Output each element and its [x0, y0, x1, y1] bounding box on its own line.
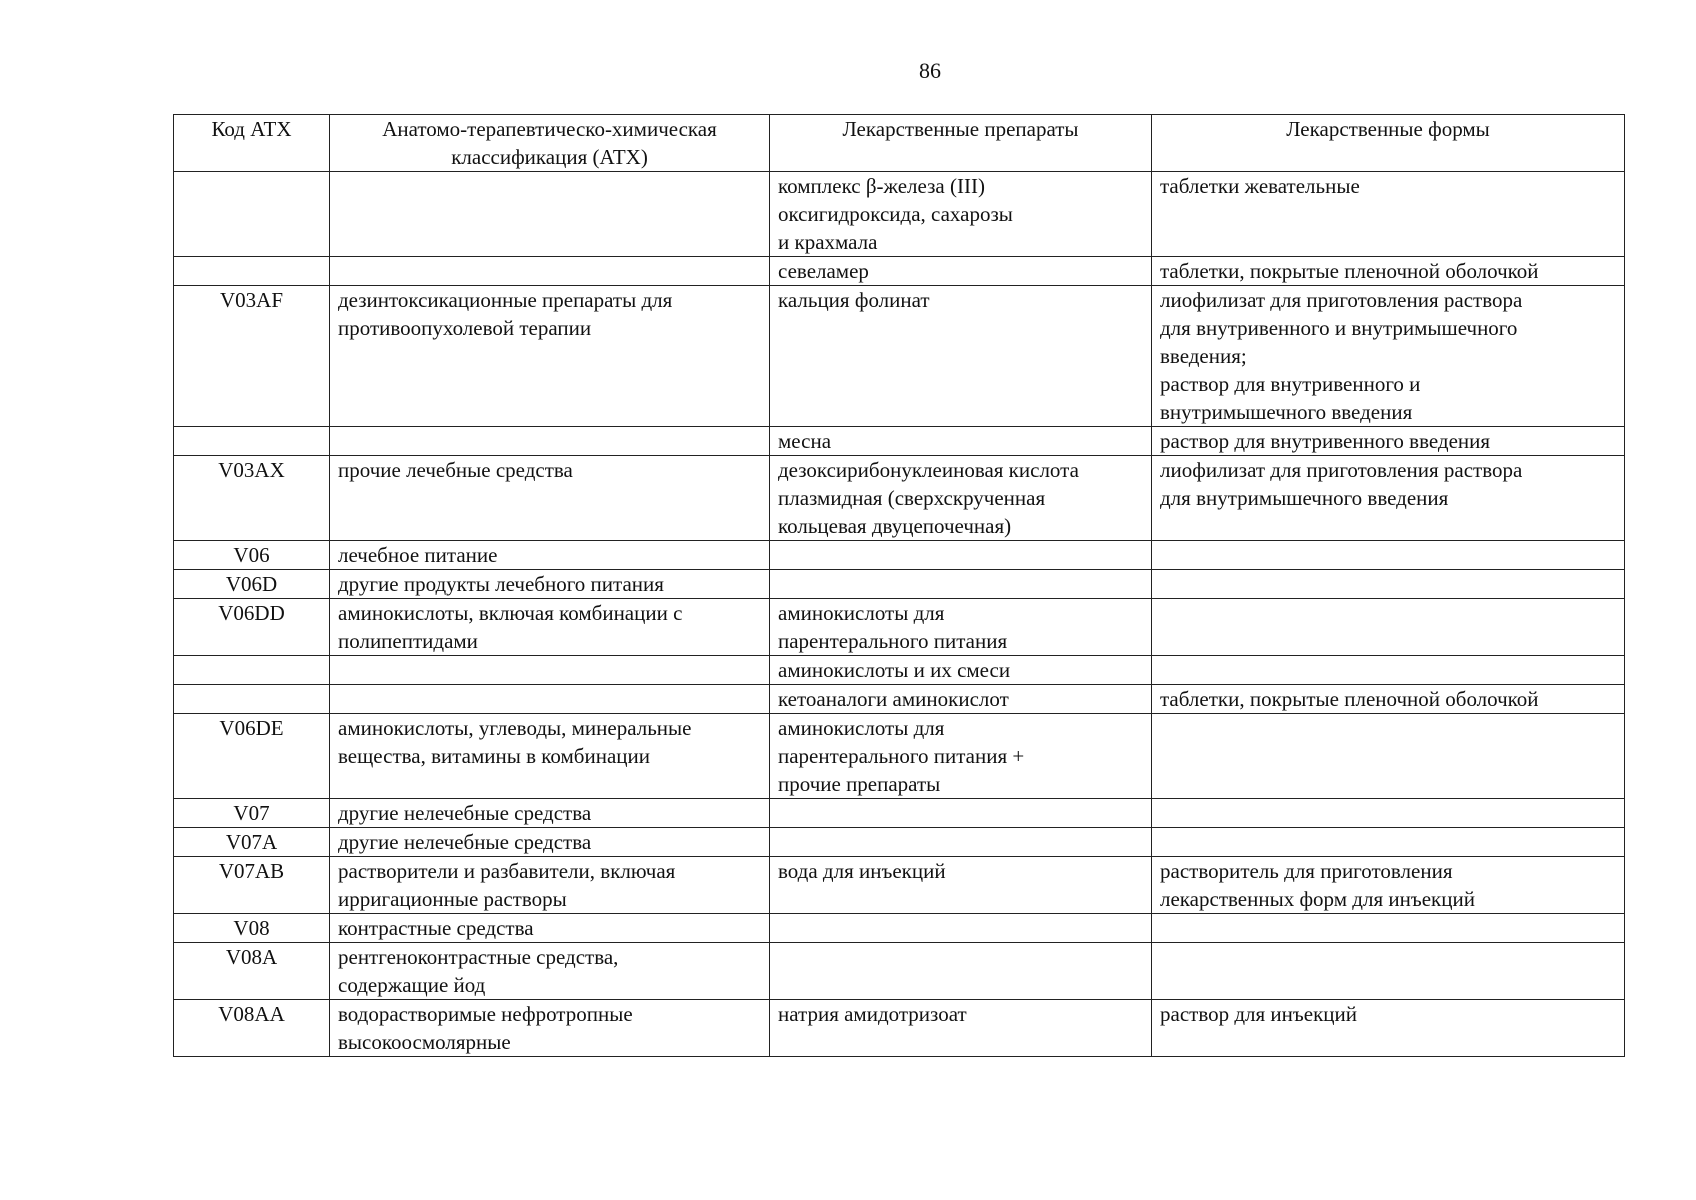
header-drugs: Лекарственные препараты: [770, 115, 1152, 172]
atx-classification-cell: другие продукты лечебного питания: [330, 570, 770, 599]
drug-cell: [770, 943, 1152, 1000]
drug-cell: [770, 914, 1152, 943]
drug-cell: [770, 541, 1152, 570]
table-row: [174, 427, 1625, 456]
dosage-form-cell: [1152, 656, 1625, 685]
atx-classification-cell: дезинтоксикационные препараты для противоопухолевой терапии: [330, 286, 770, 427]
table-header-row: [174, 115, 1625, 172]
atx-classification-cell: [330, 427, 770, 456]
atx-code-cell: V08: [174, 914, 330, 943]
table-row: [174, 857, 1625, 914]
dosage-form-cell: [1152, 943, 1625, 1000]
atx-code-cell: V07A: [174, 828, 330, 857]
atx-classification-cell: растворители и разбавители, включая ирригационные растворы: [330, 857, 770, 914]
atx-classification-cell: контрастные средства: [330, 914, 770, 943]
drug-cell: вода для инъекций: [770, 857, 1152, 914]
drug-cell: месна: [770, 427, 1152, 456]
table-row: [174, 286, 1625, 427]
drug-cell: [770, 799, 1152, 828]
header-atx-classification: Анатомо-терапевтическо-химическая классификация (АТХ): [330, 115, 770, 172]
dosage-form-cell: [1152, 914, 1625, 943]
atx-code-cell: V06D: [174, 570, 330, 599]
table-row: [174, 172, 1625, 257]
dosage-form-cell: [1152, 599, 1625, 656]
table-row: [174, 828, 1625, 857]
table-row: [174, 456, 1625, 541]
dosage-form-cell: [1152, 541, 1625, 570]
table-row: [174, 570, 1625, 599]
atx-code-cell: [174, 427, 330, 456]
dosage-form-cell: [1152, 714, 1625, 799]
atx-classification-cell: [330, 257, 770, 286]
atx-classification-cell: [330, 172, 770, 257]
dosage-form-cell: раствор для внутривенного введения: [1152, 427, 1625, 456]
drug-cell: аминокислоты и их смеси: [770, 656, 1152, 685]
dosage-form-cell: таблетки жевательные: [1152, 172, 1625, 257]
table-row: [174, 599, 1625, 656]
atx-code-cell: V03AF: [174, 286, 330, 427]
atx-code-cell: V07AB: [174, 857, 330, 914]
atx-classification-cell: лечебное питание: [330, 541, 770, 570]
table-body: [174, 172, 1625, 1057]
atx-classification-cell: рентгеноконтрастные средства, содержащие йод: [330, 943, 770, 1000]
dosage-form-cell: таблетки, покрытые пленочной оболочкой: [1152, 685, 1625, 714]
atx-classification-cell: аминокислоты, углеводы, минеральные вещества, витамины в комбинации: [330, 714, 770, 799]
table-row: [174, 257, 1625, 286]
table-row: [174, 799, 1625, 828]
drug-cell: натрия амидотризоат: [770, 1000, 1152, 1057]
dosage-form-cell: [1152, 799, 1625, 828]
drug-cell: аминокислоты для парентерального питания + прочие препараты: [770, 714, 1152, 799]
atx-classification-cell: [330, 685, 770, 714]
drug-cell: [770, 570, 1152, 599]
drug-cell: кетоаналоги аминокислот: [770, 685, 1152, 714]
atx-code-cell: [174, 257, 330, 286]
drug-cell: [770, 828, 1152, 857]
dosage-form-cell: лиофилизат для приготовления раствора для внутривенного и внутримышечного введения; раствор для внутривенного и внутримышечного введения: [1152, 286, 1625, 427]
dosage-form-cell: [1152, 570, 1625, 599]
atx-classification-cell: прочие лечебные средства: [330, 456, 770, 541]
table-row: [174, 541, 1625, 570]
header-dosage-forms: Лекарственные формы: [1152, 115, 1625, 172]
atx-code-cell: [174, 656, 330, 685]
table-row: [174, 656, 1625, 685]
atx-classification-cell: аминокислоты, включая комбинации с полипептидами: [330, 599, 770, 656]
drug-cell: севеламер: [770, 257, 1152, 286]
atx-classification-cell: другие нелечебные средства: [330, 799, 770, 828]
atx-classification-cell: [330, 656, 770, 685]
atx-classification-cell: водорастворимые нефротропные высокоосмолярные: [330, 1000, 770, 1057]
dosage-form-cell: [1152, 828, 1625, 857]
header-atx-code: Код АТХ: [174, 115, 330, 172]
drug-cell: аминокислоты для парентерального питания: [770, 599, 1152, 656]
table-row: [174, 685, 1625, 714]
dosage-form-cell: растворитель для приготовления лекарственных форм для инъекций: [1152, 857, 1625, 914]
drug-cell: кальция фолинат: [770, 286, 1152, 427]
atx-code-cell: V08AA: [174, 1000, 330, 1057]
atx-code-cell: [174, 685, 330, 714]
atx-code-cell: V08A: [174, 943, 330, 1000]
atx-table: [173, 114, 1625, 1057]
page-number: 86: [919, 58, 941, 83]
atx-code-cell: V03AX: [174, 456, 330, 541]
dosage-form-cell: лиофилизат для приготовления раствора для внутримышечного введения: [1152, 456, 1625, 541]
table-row: [174, 943, 1625, 1000]
atx-code-cell: V06: [174, 541, 330, 570]
atx-code-cell: V06DE: [174, 714, 330, 799]
atx-classification-cell: другие нелечебные средства: [330, 828, 770, 857]
drug-cell: комплекс β-железа (III) оксигидроксида, сахарозы и крахмала: [770, 172, 1152, 257]
atx-code-cell: V06DD: [174, 599, 330, 656]
dosage-form-cell: раствор для инъекций: [1152, 1000, 1625, 1057]
atx-code-cell: V07: [174, 799, 330, 828]
dosage-form-cell: таблетки, покрытые пленочной оболочкой: [1152, 257, 1625, 286]
drug-cell: дезоксирибонуклеиновая кислота плазмидная (сверхскрученная кольцевая двуцепочечная): [770, 456, 1152, 541]
table-row: [174, 1000, 1625, 1057]
atx-code-cell: [174, 172, 330, 257]
table-row: [174, 914, 1625, 943]
table-row: [174, 714, 1625, 799]
